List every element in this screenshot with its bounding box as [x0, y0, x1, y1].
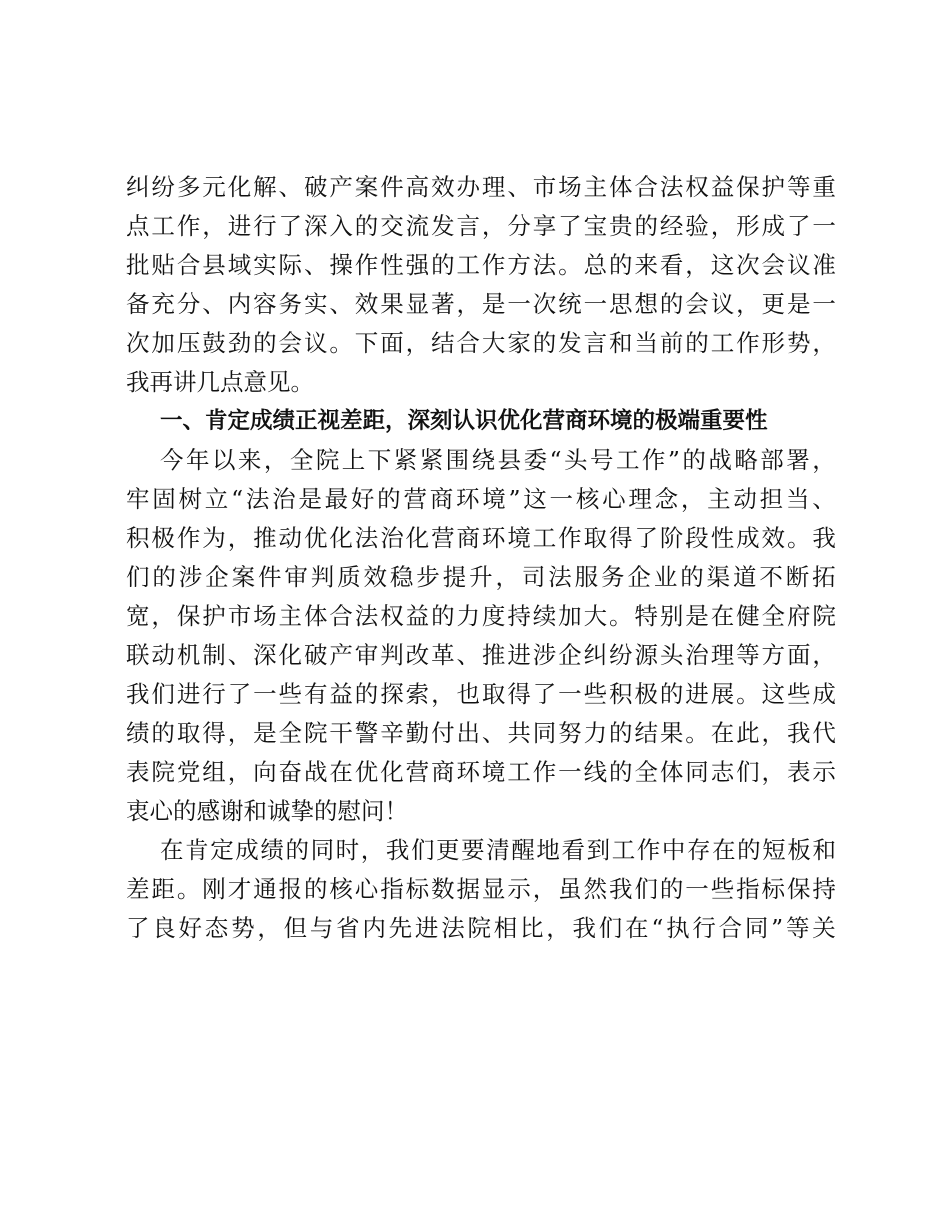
text-line: 牢 固 树 立 “ 法 治 是 最 好 的 营 商 环 境 ” 这 一 核 心 理 念 ， 主 动 担 当 、 — [126, 485, 836, 513]
body-text — [126, 168, 836, 948]
text-line: 批 贴 合 县 域 实 际 、 操 作 性 强 的 工 作 方 法 。 总 的 来 看 ， 这 次 会 议 准 — [126, 251, 836, 279]
text-line: 积 极 作 为 ， 推 动 优 化 法 治 化 营 商 环 境 工 作 取 得 了 阶 段 性 成 效 。 我 — [126, 524, 836, 552]
text-line: 绩 的 取 得 ， 是 全 院 干 警 辛 勤 付 出 、 共 同 努 力 的 结 果 。 在 此 ， 我 代 — [126, 719, 836, 747]
text-line: 宽 ， 保 护 市 场 主 体 合 法 权 益 的 力 度 持 续 加 大 。 特 别 是 在 健 全 府 院 — [126, 602, 836, 630]
text-line: 我 们 进 行 了 一 些 有 益 的 探 索 ， 也 取 得 了 一 些 积 极 的 进 展 。 这 些 成 — [126, 680, 836, 708]
text-line: 次 加 压 鼓 劲 的 会 议 。 下 面 ， 结 合 大 家 的 发 言 和 当 前 的 工 作 形 势 ， — [126, 329, 836, 357]
text-line: 了 良 好 态 势 ， 但 与 省 内 先 进 法 院 相 比 ， 我 们 在 “ 执 行 合 同 ” 等 关 — [126, 914, 836, 942]
text-line: 们 的 涉 企 案 件 审 判 质 效 稳 步 提 升 ， 司 法 服 务 企 业 的 渠 道 不 断 拓 — [126, 563, 836, 591]
text-line: 我再讲几点意见。 — [126, 368, 314, 396]
text-line: 点 工 作 ， 进 行 了 深 入 的 交 流 发 言 ， 分 享 了 宝 贵 的 经 验 ， 形 成 了 一 — [126, 212, 836, 240]
text-line: 衷心的感谢和诚挚的慰问！ — [126, 797, 408, 825]
text-line: 表 院 党 组 ， 向 奋 战 在 优 化 营 商 环 境 工 作 一 线 的 全 体 同 志 们 ， 表 示 — [126, 758, 836, 786]
text-line: 在 肯 定 成 绩 的 同 时 ， 我 们 更 要 清 醒 地 看 到 工 作 中 存 在 的 短 板 和 — [160, 836, 836, 864]
text-line: 联 动 机 制 、 深 化 破 产 审 判 改 革 、 推 进 涉 企 纠 纷 源 头 治 理 等 方 面 ， — [126, 641, 836, 669]
section-heading: 一、肯定成绩正视差距，深刻认识优化营商环境的极端重要性 — [160, 408, 768, 434]
text-line: 备 充 分 、 内 容 务 实 、 效 果 显 著 ， 是 一 次 统 一 思 想 的 会 议 ， 更 是 一 — [126, 290, 836, 318]
text-line: 差 距 。 刚 才 通 报 的 核 心 指 标 数 据 显 示 ， 虽 然 我 们 的 一 些 指 标 保 持 — [126, 875, 836, 903]
text-line: 今 年 以 来 ， 全 院 上 下 紧 紧 围 绕 县 委 “ 头 号 工 作 ” 的 战 略 部 署 ， — [160, 446, 836, 474]
text-line: 纠 纷 多 元 化 解 、 破 产 案 件 高 效 办 理 、 市 场 主 体 合 法 权 益 保 护 等 重 — [126, 173, 836, 201]
